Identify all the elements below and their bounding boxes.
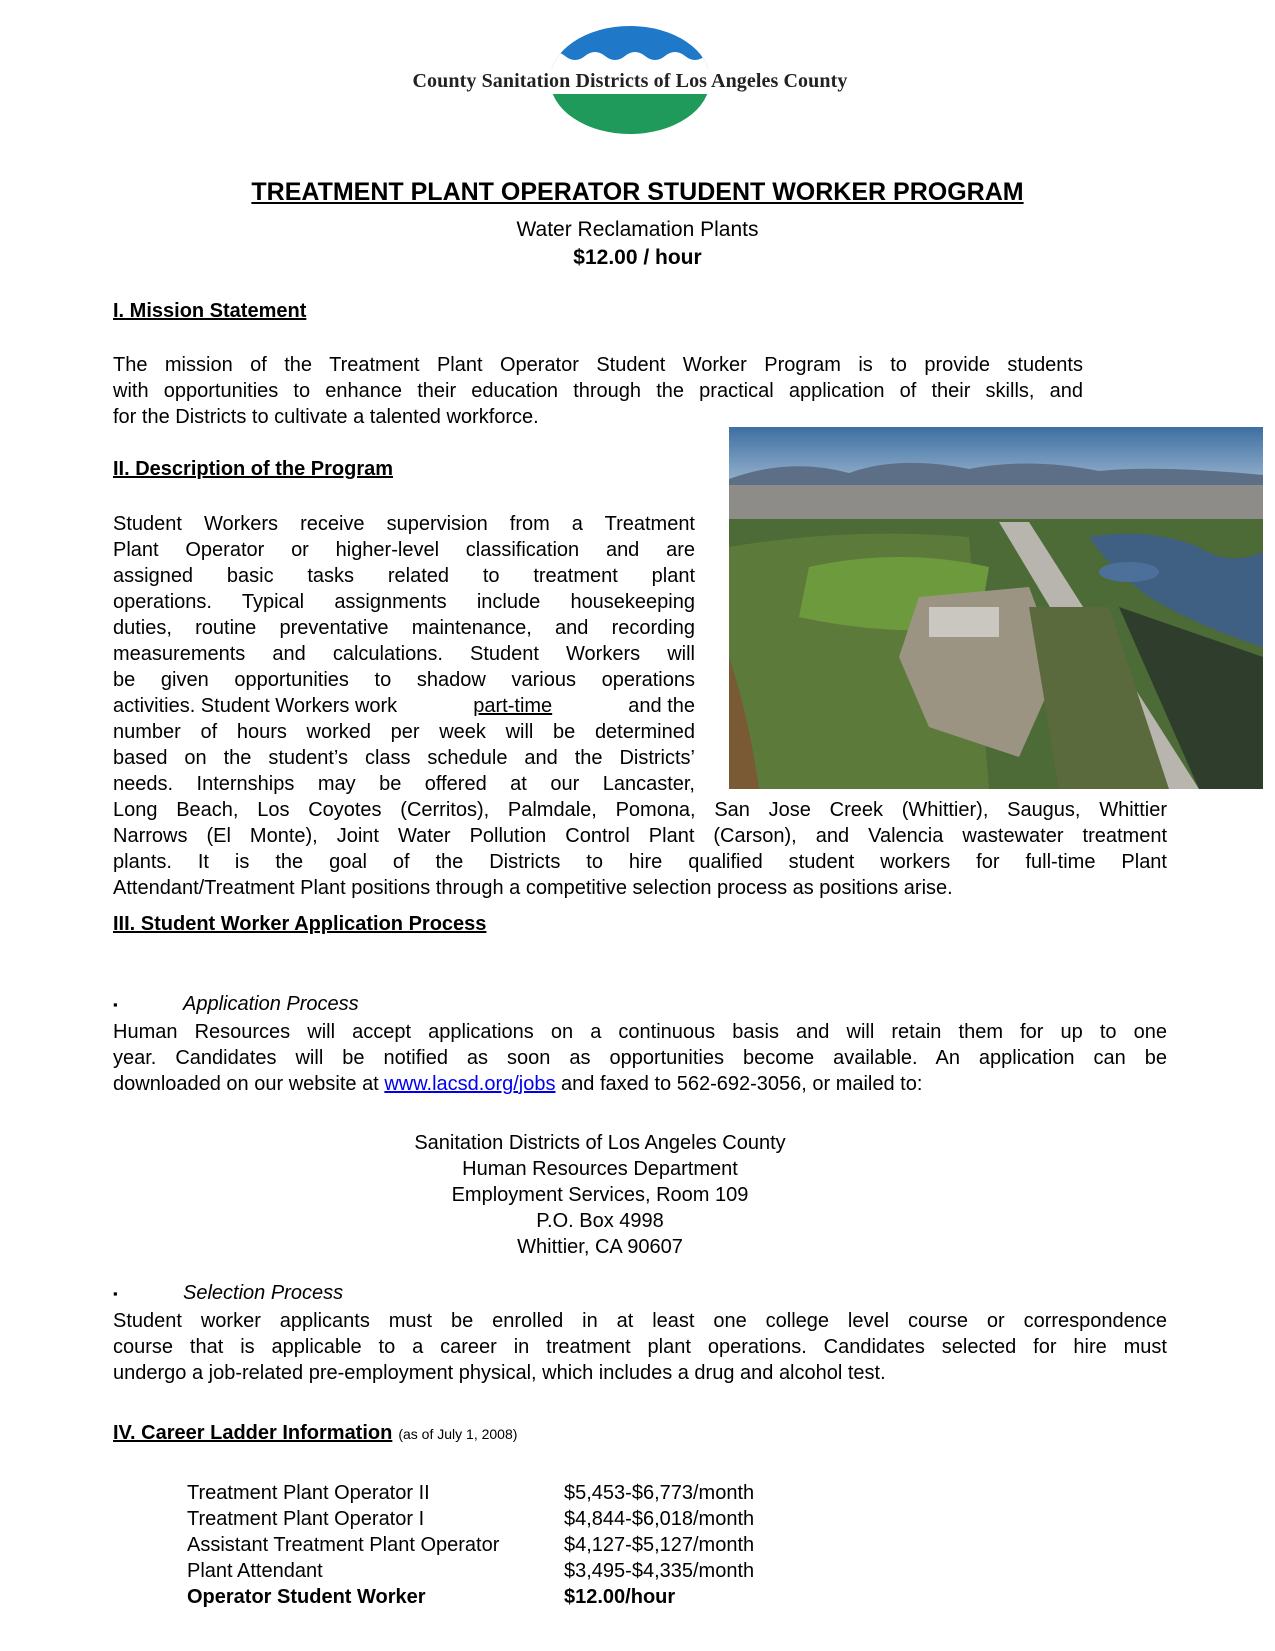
address-line: Human Resources Department <box>462 1158 738 1180</box>
paragraph-line: plants. It is the goal of the Districts to hire qualified student workers for full-time Plant <box>113 851 1167 873</box>
mission-paragraph <box>113 352 1083 430</box>
bullet-application-process <box>113 993 359 1016</box>
text-segment: downloaded on our website at <box>113 1073 385 1095</box>
paragraph-line: measurements and calculations. Student Workers will <box>113 643 695 665</box>
ladder-salary: $3,495-$4,335/month <box>564 1560 755 1582</box>
description-paragraph-narrow <box>113 511 695 797</box>
ladder-row <box>187 1584 754 1610</box>
ladder-salary: $4,844-$6,018/month <box>564 1508 755 1530</box>
aerial-photo-image <box>729 427 1263 789</box>
as-of-date: (as of July 1, 2008) <box>398 1426 518 1442</box>
part-time-term: part-time <box>473 695 553 717</box>
section-heading-description: II. Description of the Program <box>113 458 394 480</box>
aerial-photo <box>729 427 1263 789</box>
paragraph-line: number of hours worked per week will be determined <box>113 721 695 743</box>
ladder-row <box>187 1506 754 1532</box>
paragraph-line: assigned basic tasks related to treatment plant <box>113 565 695 587</box>
ladder-position: Operator Student Worker <box>187 1586 426 1608</box>
paragraph-line: year. Candidates will be notified as soon as opportunities become available. An application can be <box>113 1047 1167 1069</box>
paragraph-line: for the Districts to cultivate a talented workforce. <box>113 406 539 428</box>
ladder-row <box>187 1532 754 1558</box>
page-subtitle: Water Reclamation Plants <box>516 218 759 241</box>
paragraph-line: Narrows (El Monte), Joint Water Pollution Control Plant (Carson), and Valencia wastewater treatment <box>113 825 1167 847</box>
paragraph-line: The mission of the Treatment Plant Operator Student Worker Program is to provide students <box>113 354 1083 376</box>
ladder-row <box>187 1558 754 1584</box>
mailing-address <box>340 1130 860 1260</box>
paragraph-line-part-time <box>113 693 695 719</box>
paragraph-line: Student Workers receive supervision from a Treatment <box>113 513 695 535</box>
paragraph-line: be given opportunities to shadow various operations <box>113 669 695 691</box>
address-line: Sanitation Districts of Los Angeles County <box>414 1132 786 1154</box>
paragraph-line: undergo a job-related pre-employment physical, which includes a drug and alcohol test. <box>113 1362 886 1384</box>
address-line: P.O. Box 4998 <box>536 1210 664 1232</box>
bullet-label: Selection Process <box>183 1282 344 1304</box>
bullet-selection-process <box>113 1282 343 1305</box>
bullet-marker: ▪ <box>113 1286 118 1302</box>
section-heading-mission: I. Mission Statement <box>113 300 307 322</box>
application-paragraph <box>113 1019 1167 1097</box>
hourly-rate: $12.00 / hour <box>573 246 702 269</box>
text-segment: and faxed to 562-692-3056, or mailed to: <box>555 1073 923 1095</box>
career-ladder-table <box>187 1480 754 1610</box>
ladder-row <box>187 1480 754 1506</box>
paragraph-line: operations. Typical assignments include housekeeping <box>113 591 695 613</box>
ladder-salary: $12.00/hour <box>564 1586 676 1608</box>
paragraph-line <box>113 1071 1167 1097</box>
address-line: Employment Services, Room 109 <box>451 1184 749 1206</box>
paragraph-line: Student worker applicants must be enrolled in at least one college level course or correspondence <box>113 1310 1167 1332</box>
text-segment: activities. Student Workers work <box>113 695 398 717</box>
ladder-salary: $4,127-$5,127/month <box>564 1534 755 1556</box>
ladder-position: Treatment Plant Operator I <box>187 1508 425 1530</box>
paragraph-line: Plant Operator or higher-level classification and are <box>113 539 695 561</box>
paragraph-line: needs. Internships may be offered at our Lancaster, <box>113 773 695 795</box>
bullet-label: Application Process <box>183 993 359 1015</box>
description-paragraph-wide <box>113 797 1167 901</box>
paragraph-line: Long Beach, Los Coyotes (Cerritos), Palmdale, Pomona, San Jose Creek (Whittier), Saugus, Whittier <box>113 799 1167 821</box>
paragraph-line: duties, routine preventative maintenance, and recording <box>113 617 695 639</box>
jobs-link[interactable]: www.lacsd.org/jobs <box>384 1073 556 1095</box>
text-segment: and the <box>628 695 695 717</box>
paragraph-line: Attendant/Treatment Plant positions through a competitive selection process as positions arise. <box>113 877 953 899</box>
bullet-marker: ▪ <box>113 997 118 1013</box>
paragraph-line: based on the student’s class schedule and the Districts’ <box>113 747 695 769</box>
paragraph-line: course that is applicable to a career in treatment plant operations. Candidates selected for hire must <box>113 1336 1167 1358</box>
heading-text: IV. Career Ladder Information <box>113 1422 393 1444</box>
ladder-position: Assistant Treatment Plant Operator <box>187 1534 500 1556</box>
page-title: TREATMENT PLANT OPERATOR STUDENT WORKER PROGRAM <box>251 178 1024 206</box>
ladder-salary: $5,453-$6,773/month <box>564 1482 755 1504</box>
section-heading-career-ladder <box>113 1422 517 1445</box>
section-heading-application: III. Student Worker Application Process <box>113 913 487 935</box>
ladder-position: Plant Attendant <box>187 1560 323 1582</box>
org-name: County Sanitation Districts of Los Angeles County <box>412 70 848 92</box>
selection-paragraph <box>113 1308 1167 1386</box>
org-logo <box>380 24 880 136</box>
paragraph-line: Human Resources will accept applications on a continuous basis and will retain them for up to one <box>113 1021 1167 1043</box>
ladder-position: Treatment Plant Operator II <box>187 1482 430 1504</box>
address-line: Whittier, CA 90607 <box>517 1236 683 1258</box>
paragraph-line: with opportunities to enhance their education through the practical application of their skills, and <box>113 380 1083 402</box>
